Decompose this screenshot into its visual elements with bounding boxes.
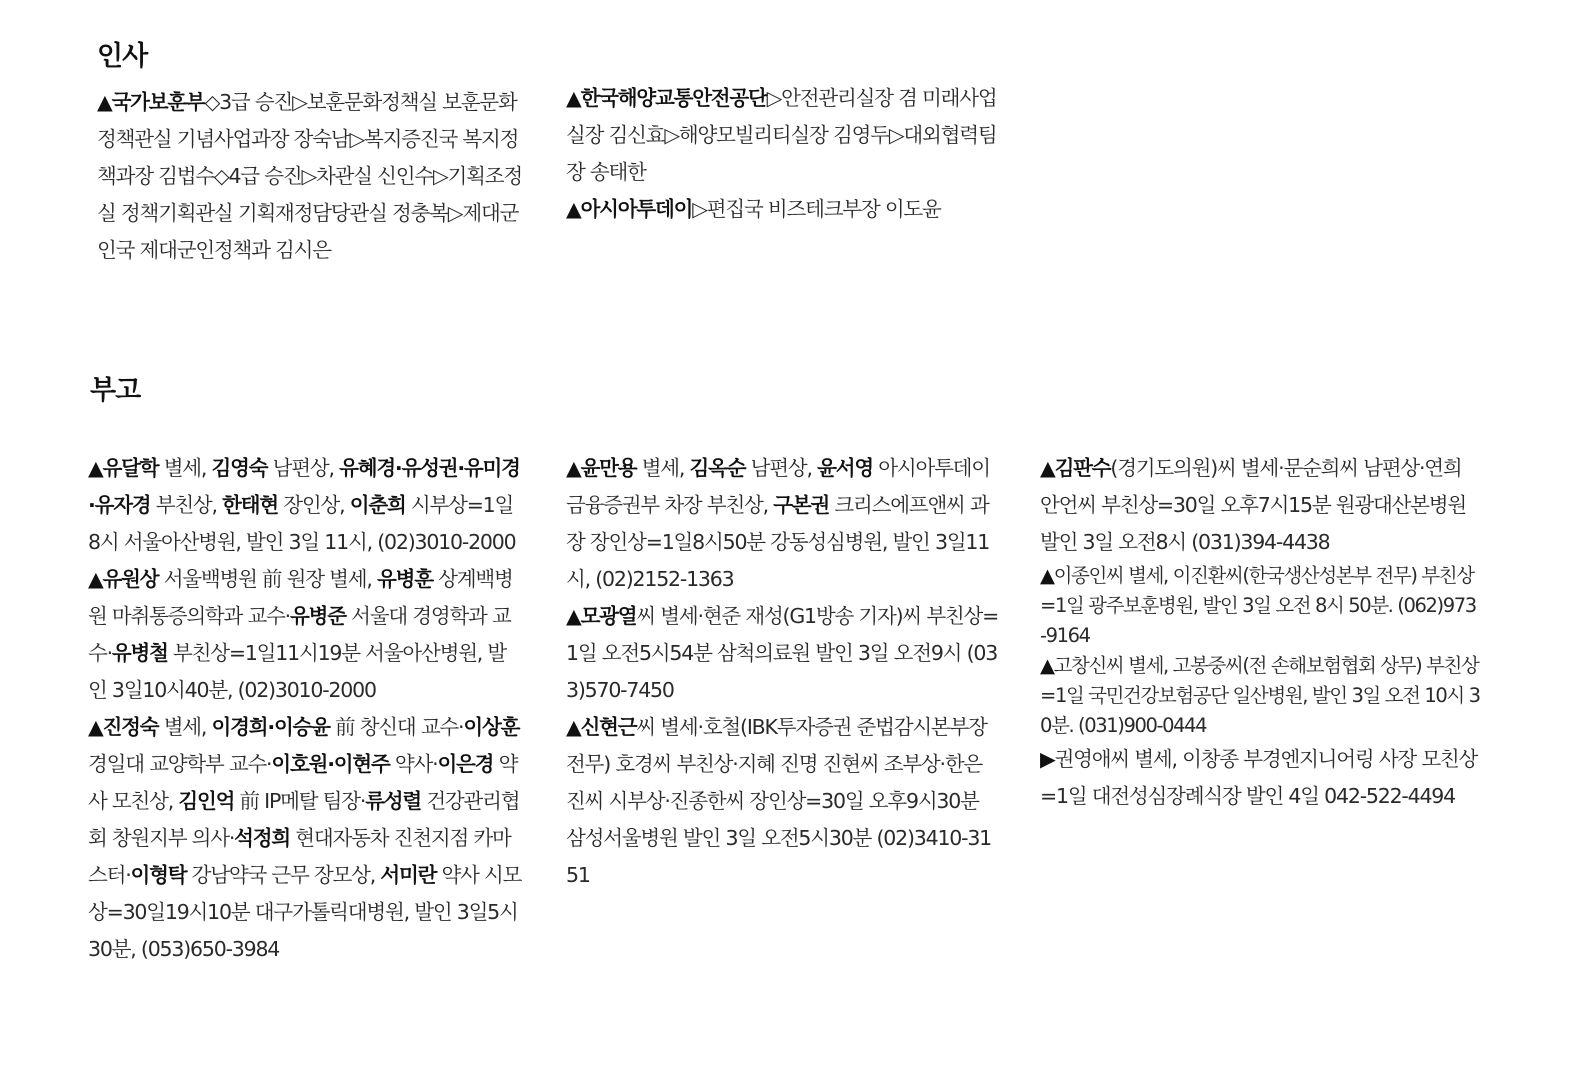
entry-name: 유병준 xyxy=(289,604,346,628)
entry-name: 서미란 xyxy=(380,863,437,887)
entry-text: 상계백병원 마취통증의학과 교수· xyxy=(88,567,513,628)
entry xyxy=(1040,561,1480,651)
entry-text: 크리스에프앤씨 과장 장인상=1일8시50분 강동성심병원, 발인 3일11시, (02)2152-1363 xyxy=(566,493,990,591)
entry-name: 진정숙 xyxy=(102,715,159,739)
entry-text: ◇3급 승진▷보훈문화정책실 보훈문화정책관실 기념사업과장 장숙남▷복지증진국 복지정책과장 김법수◇4급 승진▷차관실 신인수▷기획조정실 정책기획관실 기획재정담당관실 정충복▷제대군인국 제대군인정책과 김시은 xyxy=(97,90,522,262)
bugo-column-1 xyxy=(88,450,522,968)
entry-text: 강남약국 근무 장모상, xyxy=(186,863,381,887)
entry-marker: ▲ xyxy=(566,456,581,480)
entry-text: 건강관리협회 창원지부 의사· xyxy=(88,789,520,850)
entry xyxy=(1040,651,1480,741)
insa-column-2 xyxy=(566,80,998,228)
entry-text: 약사 시모상=30일19시10분 대구가톨릭대병원, 발인 3일5시30분, (053)650-3984 xyxy=(88,863,522,961)
entry-text: 경일대 교양학부 교수· xyxy=(88,752,272,776)
entry-text: 이종인씨 별세, 이진환씨(한국생산성본부 전무) 부친상=1일 광주보훈병원, 발인 3일 오전 8시 50분. (062)973-9164 xyxy=(1040,564,1476,647)
entry-name: 김영숙 xyxy=(211,456,268,480)
entry-text: (경기도의원)씨 별세·문순희씨 남편상·연희 안언씨 부친상=30일 오후7시15분 원광대산본병원 발인 3일 오전8시 (031)394-4438 xyxy=(1040,456,1466,554)
entry-text: ▷안전관리실장 겸 미래사업실장 김신효▷해양모빌리티실장 김영두▷대외협력팀장 송태한 xyxy=(566,86,997,184)
entry-marker: ▲ xyxy=(566,197,581,221)
entry-marker: ▲ xyxy=(1040,456,1055,480)
entry-marker: ▲ xyxy=(566,86,581,110)
entry-name: 구본권 xyxy=(773,493,830,517)
entry-marker: ▲ xyxy=(1040,654,1054,677)
entry-marker: ▲ xyxy=(88,567,103,591)
entry-lead: 국가보훈부 xyxy=(111,90,205,114)
insa-title: 인사 xyxy=(97,41,148,72)
entry xyxy=(88,561,522,709)
entry-name: 신현근 xyxy=(580,715,637,739)
entry-name: 김옥순 xyxy=(689,456,746,480)
insa-column-1 xyxy=(97,84,529,269)
entry-text: 前 IP메탈 팀장· xyxy=(234,789,366,813)
entry xyxy=(566,709,1000,894)
entry xyxy=(566,80,998,191)
entry-marker: ▲ xyxy=(1040,564,1054,587)
entry xyxy=(566,191,998,228)
entry-lead: 아시아투데이 xyxy=(580,197,693,221)
entry-name: 한태현 xyxy=(222,493,278,517)
entry-text: 장인상, xyxy=(277,493,350,517)
entry-name: 유병철 xyxy=(111,641,168,665)
entry-text: 약사· xyxy=(389,752,438,776)
entry-text: 남편상, xyxy=(745,456,818,480)
entry-name: 이형탁 xyxy=(130,863,187,887)
entry-marker: ▲ xyxy=(566,604,581,628)
entry-marker: ▲ xyxy=(566,715,581,739)
entry-text: 씨 별세·현준 재성(G1방송 기자)씨 부친상=1일 오전5시54분 삼척의료원 발인 3일 오전9시 (033)570-7450 xyxy=(566,604,999,702)
entry-text: 남편상, xyxy=(267,456,340,480)
entry-name: 이춘희 xyxy=(349,493,406,517)
entry-name: 모광열 xyxy=(580,604,637,628)
entry-text: 고창신씨 별세, 고봉중씨(전 손해보험협회 상무) 부친상=1일 국민건강보험공단 일산병원, 발인 3일 오전 10시 30분. (031)900-0444 xyxy=(1040,654,1480,737)
entry-name: 윤서영 xyxy=(817,456,873,480)
entry-text: 별세, xyxy=(158,456,212,480)
entry xyxy=(1040,741,1480,815)
entry-text: 현대자동차 진천지점 카마스터· xyxy=(88,826,511,887)
entry xyxy=(566,598,1000,709)
entry-name: 이상훈 xyxy=(463,715,520,739)
entry-text: 서울대 경영학과 교수· xyxy=(88,604,511,665)
entry-text: 시부상=1일8시 서울아산병원, 발인 3일 11시, (02)3010-2000 xyxy=(88,493,516,554)
entry-name: 유혜경·유성권·유미경·유자경 xyxy=(88,456,520,517)
entry xyxy=(97,84,529,269)
entry-text: 씨 별세·호철(IBK투자증권 준법감시본부장 전무) 호경씨 부친상·지혜 진명 진현씨 조부상·한은진씨 시부상·진종한씨 장인상=30일 오후9시30분 삼성서울병원 발인 3일 오전5시30분 (02)3410-3151 xyxy=(566,715,992,887)
entry-name: 유달학 xyxy=(102,456,159,480)
entry-text: 서울백병원 前 원장 별세, xyxy=(158,567,378,591)
entry-name: 류성렬 xyxy=(365,789,421,813)
entry-name: 이경희·이승윤 xyxy=(211,715,330,739)
entry xyxy=(88,450,522,561)
entry-name: 이호원·이현주 xyxy=(271,752,390,776)
entry-text: 별세, xyxy=(636,456,690,480)
entry-marker: ▶ xyxy=(1040,747,1055,771)
entry-lead: 한국해양교통안전공단 xyxy=(580,86,767,110)
entry-marker: ▲ xyxy=(97,90,112,114)
entry-text: ▷편집국 비즈테크부장 이도윤 xyxy=(692,197,941,221)
entry-text: 권영애씨 별세, 이창종 부경엔지니어링 사장 모친상=1일 대전성심장례식장 발인 4일 042-522-4494 xyxy=(1040,747,1478,808)
entry-name: 석정희 xyxy=(234,826,290,850)
entry xyxy=(88,709,522,968)
entry-text: 부친상=1일11시19분 서울아산병원, 발인 3일10시40분, (02)3010-2000 xyxy=(88,641,507,702)
entry-marker: ▲ xyxy=(88,456,103,480)
bugo-column-3 xyxy=(1040,450,1480,815)
entry-text: 약사 모친상, xyxy=(88,752,518,813)
entry-name: 유병훈 xyxy=(377,567,433,591)
entry xyxy=(566,450,1000,598)
entry-text: 별세, xyxy=(158,715,212,739)
bugo-column-2 xyxy=(566,450,1000,894)
entry-name: 김인억 xyxy=(178,789,235,813)
entry-marker: ▲ xyxy=(88,715,103,739)
entry-text: 부친상, xyxy=(150,493,223,517)
entry-text: 前 창신대 교수· xyxy=(329,715,464,739)
entry-text: 아시아투데이 금융증권부 차장 부친상, xyxy=(566,456,990,517)
entry xyxy=(1040,450,1480,561)
entry-name: 김판수 xyxy=(1054,456,1111,480)
bugo-title: 부고 xyxy=(90,375,141,406)
entry-name: 이은경 xyxy=(437,752,494,776)
entry-name: 유원상 xyxy=(102,567,159,591)
entry-name: 윤만용 xyxy=(580,456,637,480)
